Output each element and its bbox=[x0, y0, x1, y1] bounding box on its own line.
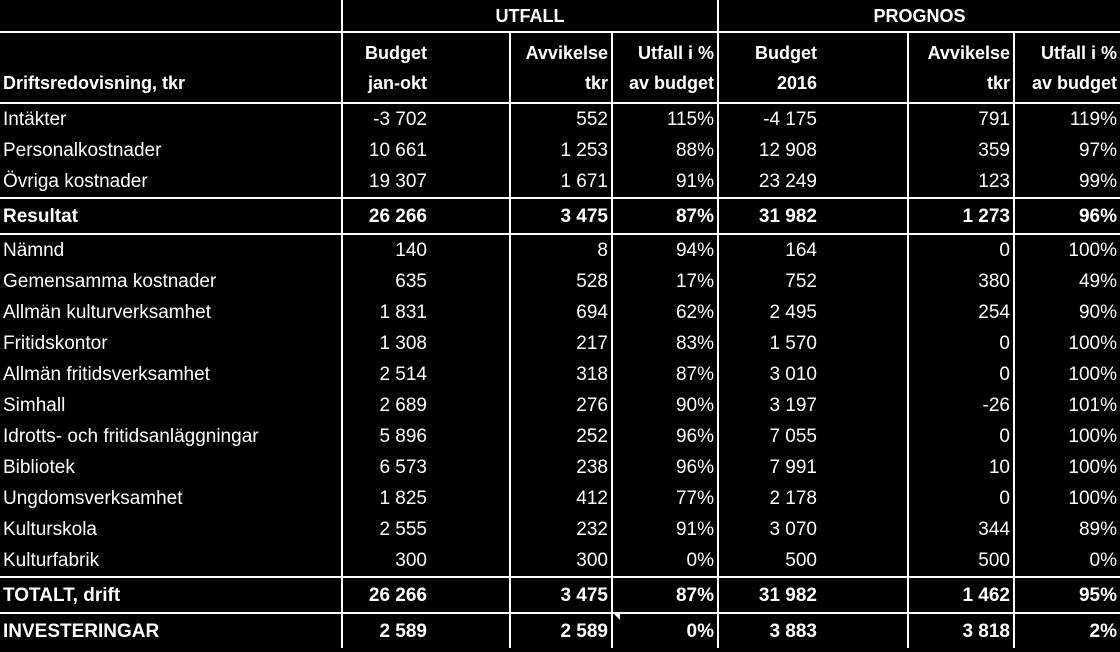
resultat-row: Resultat 26 266 3 475 87% 31 982 1 273 96% bbox=[0, 198, 1120, 234]
col-pct-header: Utfall i % av budget bbox=[612, 32, 718, 103]
table-row: Gemensamma kostnader 635 528 17% 752 380 49% bbox=[0, 266, 1120, 297]
col-pavv-header: Avvikelse tkr bbox=[908, 32, 1014, 103]
col-pbudget-header: Budget 2016 bbox=[718, 32, 820, 103]
investeringar-row: INVESTERINGAR 2 589 2 589 0% 3 883 3 818 2% bbox=[0, 613, 1120, 648]
table-row: Intäkter -3 702 552 115% -4 175 791 119% bbox=[0, 103, 1120, 135]
table-row: Allmän fritidsverksamhet 2 514 318 87% 3 010 0 100% bbox=[0, 359, 1120, 390]
comment-indicator-icon bbox=[612, 612, 620, 620]
utfall-header: UTFALL bbox=[342, 0, 718, 32]
totalt-row: TOTALT, drift 26 266 3 475 87% 31 982 1 462 95% bbox=[0, 577, 1120, 613]
header-row-groups bbox=[0, 0, 1120, 32]
prognos-header: PROGNOS bbox=[718, 0, 1120, 32]
table-row: Personalkostnader 10 661 1 253 88% 12 908 359 97% bbox=[0, 135, 1120, 166]
table-row: Fritidskontor 1 308 217 83% 1 570 0 100% bbox=[0, 328, 1120, 359]
table-row: Bibliotek 6 573 238 96% 7 991 10 100% bbox=[0, 452, 1120, 483]
table-row: Idrotts- och fritidsanläggningar 5 896 252 96% 7 055 0 100% bbox=[0, 421, 1120, 452]
table-row: Simhall 2 689 276 90% 3 197 -26 101% bbox=[0, 390, 1120, 421]
table-row: Kulturskola 2 555 232 91% 3 070 344 89% bbox=[0, 514, 1120, 545]
col-name-header: Driftsredovisning, tkr bbox=[0, 32, 342, 103]
col-ppct-header: Utfall i % av budget bbox=[1014, 32, 1120, 103]
table-row: Nämnd 140 8 94% 164 0 100% bbox=[0, 234, 1120, 266]
header-row-columns bbox=[0, 32, 1120, 103]
table-row: Allmän kulturverksamhet 1 831 694 62% 2 495 254 90% bbox=[0, 297, 1120, 328]
table-row: Ungdomsverksamhet 1 825 412 77% 2 178 0 100% bbox=[0, 483, 1120, 514]
table-row: Övriga kostnader 19 307 1 671 91% 23 249 123 99% bbox=[0, 166, 1120, 198]
col-budget-header: Budget jan-okt bbox=[342, 32, 430, 103]
table-row: Kulturfabrik 300 300 0% 500 500 0% bbox=[0, 545, 1120, 577]
col-avv-header: Avvikelse tkr bbox=[510, 32, 612, 103]
